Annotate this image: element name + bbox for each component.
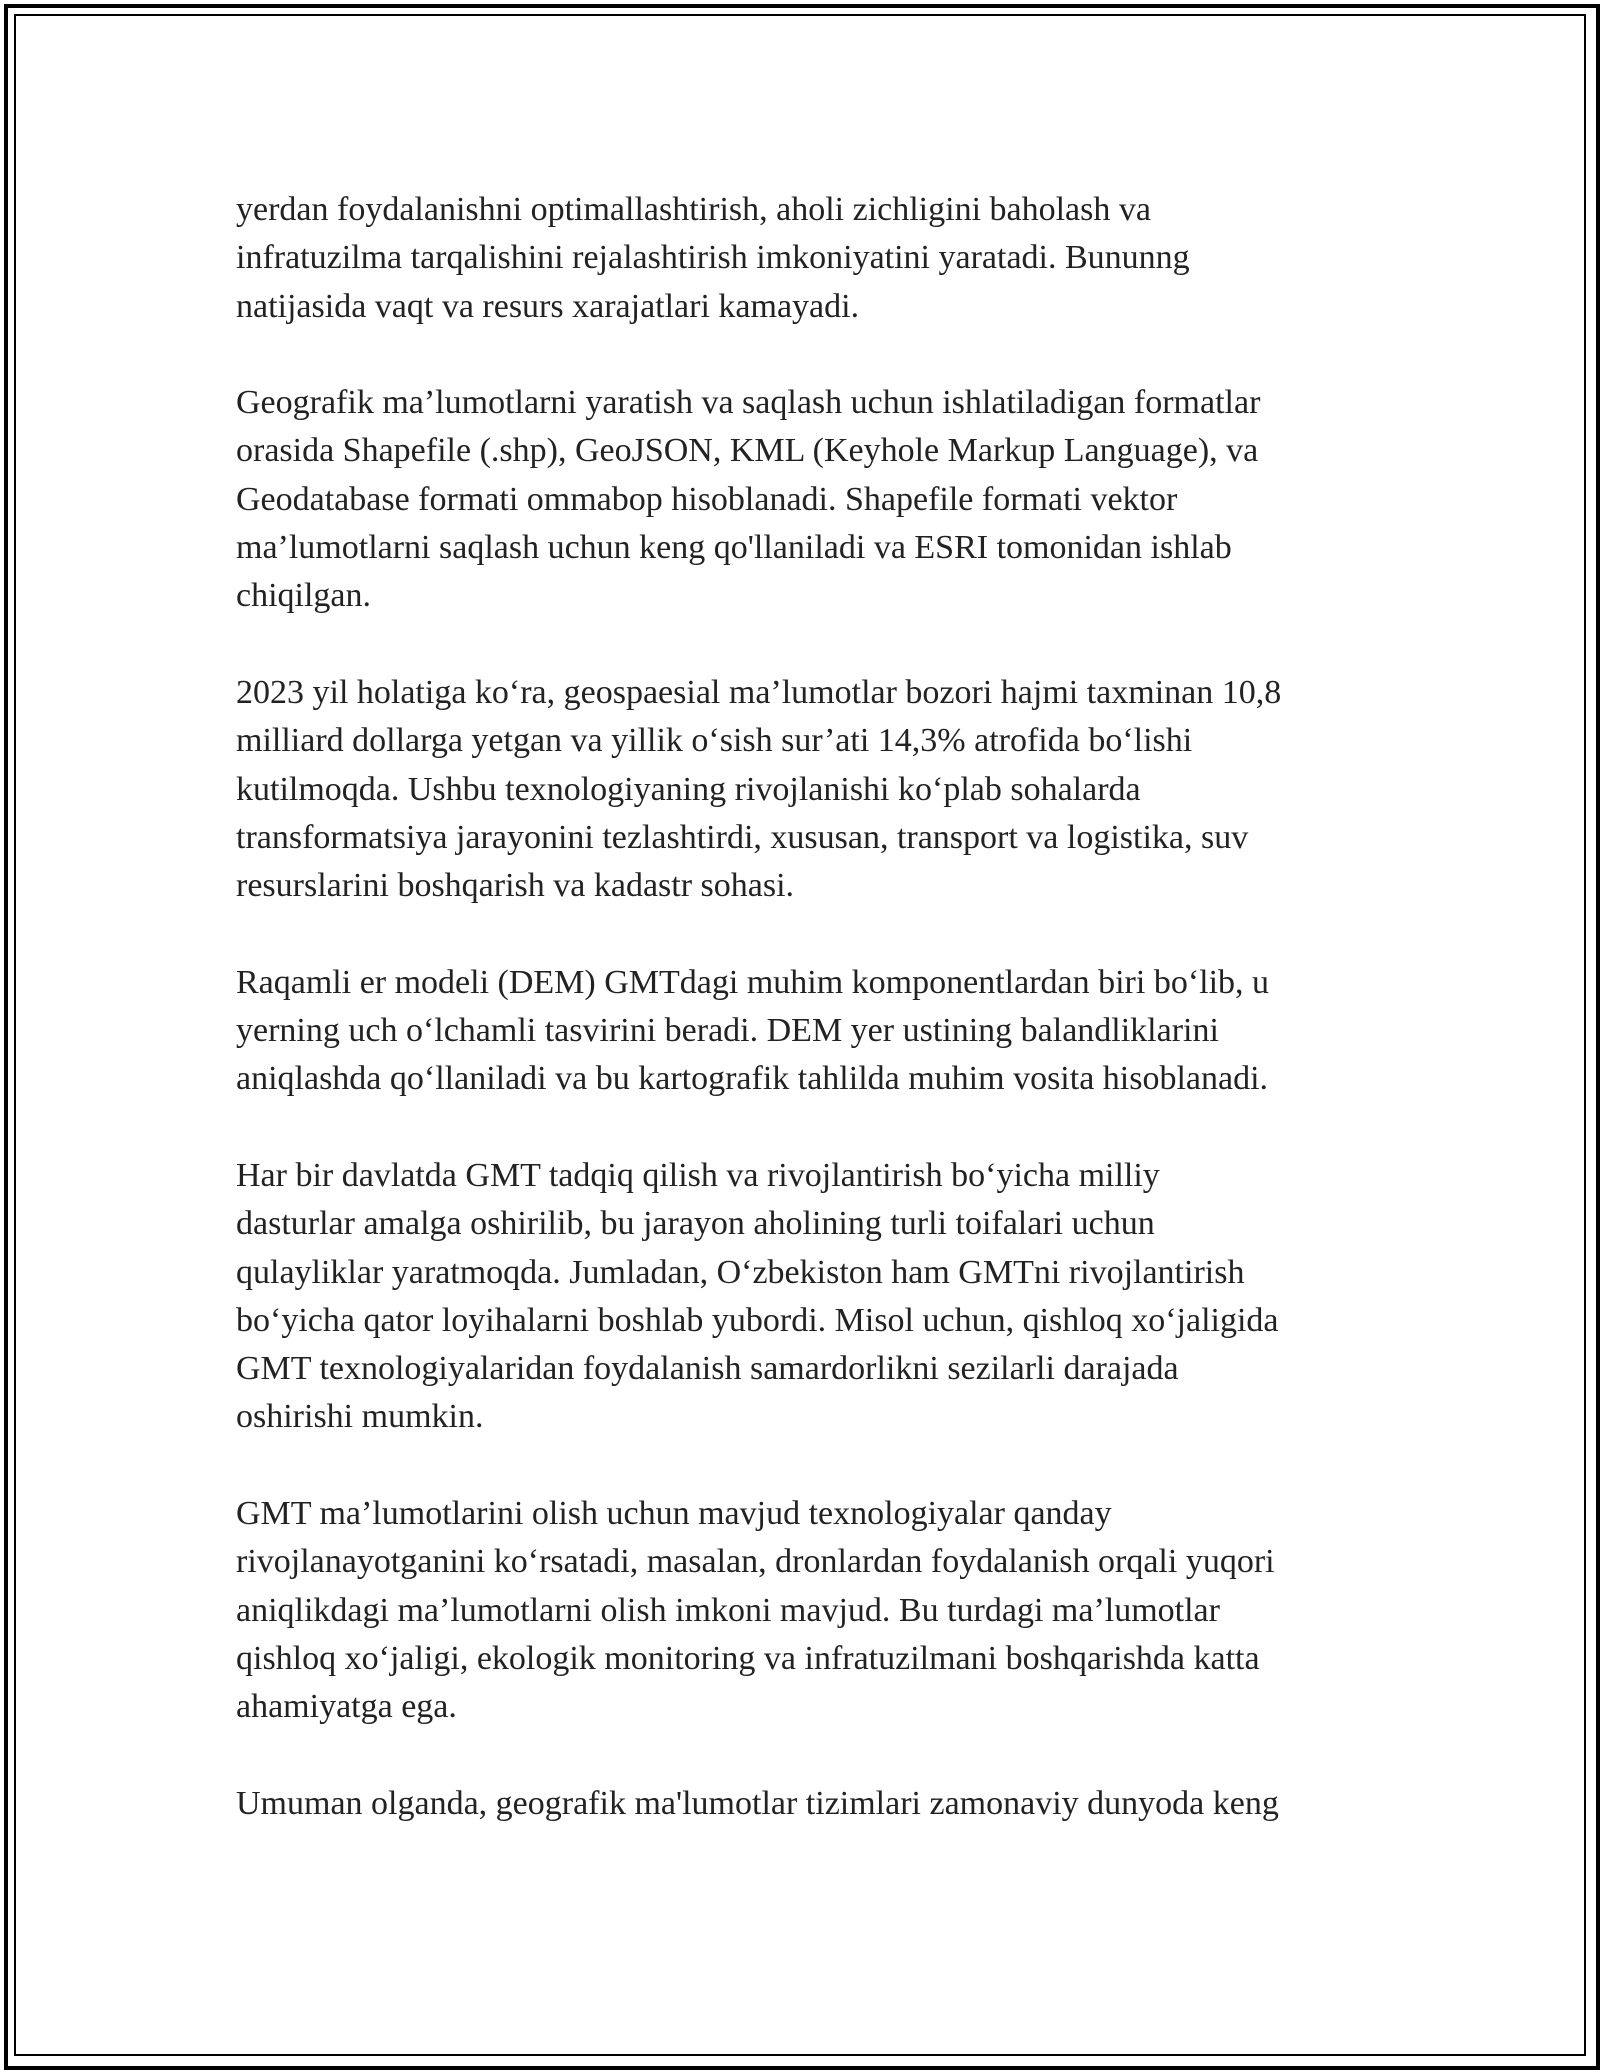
text-line: yerning uch o‘lchamli tasvirini beradi. DEM yer ustining balandliklarini xyxy=(236,1012,1219,1050)
text-line: Har bir davlatda GMT tadqiq qilish va rivojlantirish bo‘yicha milliy xyxy=(236,1156,1160,1194)
text-line: rivojlanayotganini ko‘rsatadi, masalan, dronlardan foydalanish orqali yuqori xyxy=(236,1543,1275,1581)
paragraph-4 xyxy=(236,959,1396,1104)
text-line: Raqamli er modeli (DEM) GMTdagi muhim komponentlardan biri bo‘lib, u xyxy=(236,963,1270,1001)
document-body xyxy=(236,186,1396,1876)
text-line: GMT ma’lumotlarini olish uchun mavjud texnologiyalar qanday xyxy=(236,1495,1112,1533)
paragraph-2 xyxy=(236,379,1396,620)
text-line: Geografik ma’lumotlarni yaratish va saqlash uchun ishlatiladigan formatlar xyxy=(236,384,1261,422)
paragraph-5 xyxy=(236,1152,1396,1442)
text-line: orasida Shapefile (.shp), GeoJSON, KML (Keyhole Markup Language), va xyxy=(236,432,1259,470)
text-line: yerdan foydalanishni optimallashtirish, aholi zichligini baholash va xyxy=(236,191,1151,228)
text-line: aniqlikdagi ma’lumotlarni olish imkoni mavjud. Bu turdagi ma’lumotlar xyxy=(236,1591,1220,1629)
text-line: Geodatabase formati ommabop hisoblanadi. Shapefile formati vektor xyxy=(236,480,1178,518)
paragraph-7 xyxy=(236,1780,1396,1828)
text-line: ma’lumotlarni saqlash uchun keng qo'llaniladi va ESRI tomonidan ishlab xyxy=(236,529,1232,567)
text-line: ahamiyatga ega. xyxy=(236,1688,457,1726)
text-line: resurslarini boshqarish va kadastr sohasi. xyxy=(236,867,795,905)
text-line: dasturlar amalga oshirilib, bu jarayon aholining turli toifalari uchun xyxy=(236,1205,1155,1243)
text-line: chiqilgan. xyxy=(236,577,372,615)
text-line: bo‘yicha qator loyihalarni boshlab yubordi. Misol uchun, qishloq xo‘jaligida xyxy=(236,1301,1279,1339)
text-line: 2023 yil holatiga ko‘ra, geospaesial ma’lumotlar bozori hajmi taxminan 10,8 xyxy=(236,673,1282,711)
text-line: qulayliklar yaratmoqda. Jumladan, O‘zbekiston ham GMTni rivojlantirish xyxy=(236,1253,1245,1291)
text-line: natijasida vaqt va resurs xarajatlari kamayadi. xyxy=(236,287,860,325)
text-line: milliard dollarga yetgan va yillik o‘sish sur’ati 14,3% atrofida bo‘lishi xyxy=(236,722,1193,760)
text-line: aniqlashda qo‘llaniladi va bu kartografik tahlilda muhim vosita hisoblanadi. xyxy=(236,1060,1269,1098)
text-line: transformatsiya jarayonini tezlashtirdi, xususan, transport va logistika, suv xyxy=(236,818,1249,856)
text-line: qishloq xo‘jaligi, ekologik monitoring va infratuzilmani boshqarishda katta xyxy=(236,1639,1260,1677)
text-line: Umuman olganda, geografik ma'lumotlar tizimlari zamonaviy dunyoda keng xyxy=(236,1784,1279,1822)
text-line: kutilmoqda. Ushbu texnologiyaning rivojlanishi ko‘plab sohalarda xyxy=(236,770,1141,808)
text-line: infratuzilma tarqalishini rejalashtirish imkoniyatini yaratadi. Bununng xyxy=(236,239,1190,277)
paragraph-3 xyxy=(236,669,1396,910)
text-line: GMT texnologiyalaridan foydalanish samardorlikni sezilarli darajada xyxy=(236,1350,1179,1388)
paragraph-1 xyxy=(236,186,1396,331)
text-line: oshirishi mumkin. xyxy=(236,1398,484,1436)
paragraph-6 xyxy=(236,1490,1396,1731)
